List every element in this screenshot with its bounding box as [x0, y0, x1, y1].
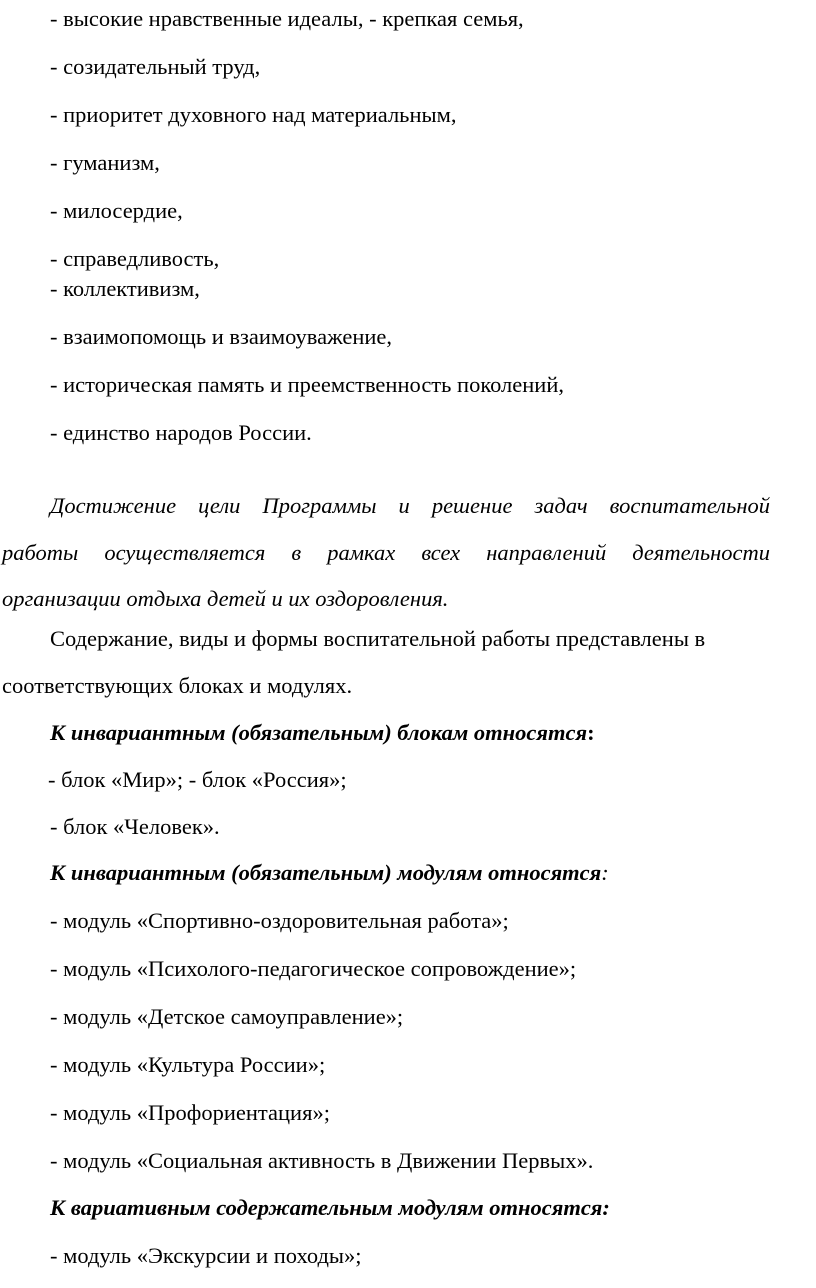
variative-modules-heading: К вариативным содержательным модулям относятся: [50, 1195, 610, 1220]
invariant-modules-heading [50, 862, 609, 885]
list-item-values-8: - историческая память и преемственность поколений, [50, 372, 565, 397]
list-item-values-2: - приоритет духовного над материальным, [50, 102, 457, 127]
list-item-values-0: - высокие нравственные идеалы, - крепкая семья, [50, 6, 524, 31]
list-item-module-2: - модуль «Детское самоуправление»; [50, 1004, 404, 1029]
invariant-blocks-heading-text: К инвариантным (обязательным) блокам относятся [50, 720, 588, 745]
goal-paragraph-line-3: организации отдыха детей и их оздоровления. [2, 586, 449, 611]
list-item-values-3: - гуманизм, [50, 150, 160, 175]
invariant-modules-heading-text: К инвариантным (обязательным) модулям относятся [50, 860, 602, 885]
list-item-module-1: - модуль «Психолого-педагогическое сопровождение»; [50, 956, 577, 981]
content-paragraph-line-1: Содержание, виды и формы воспитательной работы представлены в [50, 626, 706, 651]
list-item-module-3: - модуль «Культура России»; [50, 1052, 326, 1077]
invariant-modules-heading-colon: : [601, 860, 609, 885]
goal-paragraph-line-2: работы осуществляется в рамках всех направлений деятельности [2, 540, 770, 565]
list-item-values-7: - взаимопомощь и взаимоуважение, [50, 324, 393, 349]
invariant-blocks-heading-colon: : [587, 720, 595, 745]
list-item-block-0: - блок «Мир»; - блок «Россия»; [48, 767, 347, 792]
list-item-block-1: - блок «Человек». [50, 814, 220, 839]
list-item-values-5: - справедливость, [50, 246, 220, 271]
list-item-module-4: - модуль «Профориентация»; [50, 1100, 330, 1125]
list-item-module-5: - модуль «Социальная активность в Движении Первых». [50, 1148, 594, 1173]
list-item-values-4: - милосердие, [50, 198, 183, 223]
list-item-values-1: - созидательный труд, [50, 54, 261, 79]
list-item-values-6: - коллективизм, [50, 276, 200, 301]
list-item-module-0: - модуль «Спортивно-оздоровительная работа»; [50, 908, 509, 933]
goal-paragraph-line-1: Достижение цели Программы и решение задач воспитательной [50, 493, 770, 518]
content-paragraph-line-2: соответствующих блоках и модулях. [2, 673, 353, 698]
list-item-variative-0: - модуль «Экскурсии и походы»; [50, 1243, 362, 1268]
invariant-blocks-heading [50, 722, 595, 745]
list-item-values-9: - единство народов России. [50, 420, 312, 445]
